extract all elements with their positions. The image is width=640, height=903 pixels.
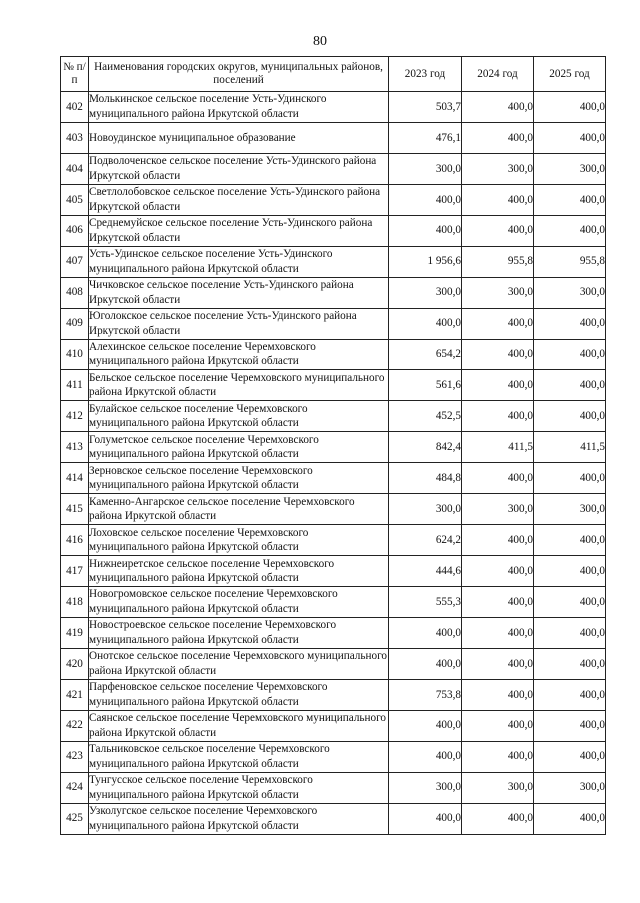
value-2023: 400,0 (389, 648, 462, 679)
value-2025: 400,0 (534, 587, 606, 618)
value-2024: 400,0 (462, 803, 534, 834)
table-row (61, 587, 606, 618)
row-name: Бельское сельское поселение Черемховского муниципального района Иркутской области (89, 370, 389, 401)
value-2023: 300,0 (389, 153, 462, 184)
table-row (61, 617, 606, 648)
row-number: 414 (61, 463, 89, 494)
value-2025: 400,0 (534, 308, 606, 339)
table-row (61, 648, 606, 679)
row-name: Парфеновское сельское поселение Черемховского муниципального района Иркутской области (89, 679, 389, 710)
value-2024: 400,0 (462, 741, 534, 772)
row-number: 403 (61, 122, 89, 153)
table-row (61, 803, 606, 834)
table-row (61, 246, 606, 277)
table-row (61, 153, 606, 184)
row-number: 413 (61, 432, 89, 463)
value-2025: 955,8 (534, 246, 606, 277)
value-2025: 400,0 (534, 215, 606, 246)
value-2024: 400,0 (462, 679, 534, 710)
value-2024: 300,0 (462, 494, 534, 525)
value-2024: 955,8 (462, 246, 534, 277)
row-number: 425 (61, 803, 89, 834)
row-number: 409 (61, 308, 89, 339)
row-name: Онотское сельское поселение Черемховского муниципального района Иркутской области (89, 648, 389, 679)
value-2024: 400,0 (462, 370, 534, 401)
value-2025: 400,0 (534, 401, 606, 432)
value-2025: 400,0 (534, 556, 606, 587)
row-number: 406 (61, 215, 89, 246)
value-2025: 400,0 (534, 679, 606, 710)
value-2023: 300,0 (389, 494, 462, 525)
value-2023: 555,3 (389, 587, 462, 618)
header-year-2023: 2023 год (389, 57, 462, 92)
value-2024: 400,0 (462, 463, 534, 494)
row-name: Новогромовское сельское поселение Черемховского муниципального района Иркутской области (89, 587, 389, 618)
value-2024: 400,0 (462, 401, 534, 432)
value-2024: 400,0 (462, 648, 534, 679)
value-2024: 400,0 (462, 556, 534, 587)
row-number: 407 (61, 246, 89, 277)
value-2025: 300,0 (534, 153, 606, 184)
table-row (61, 432, 606, 463)
value-2024: 400,0 (462, 92, 534, 123)
value-2023: 400,0 (389, 803, 462, 834)
value-2023: 444,6 (389, 556, 462, 587)
value-2023: 842,4 (389, 432, 462, 463)
value-2025: 400,0 (534, 463, 606, 494)
table-row (61, 184, 606, 215)
value-2023: 753,8 (389, 679, 462, 710)
value-2024: 400,0 (462, 308, 534, 339)
row-name: Булайское сельское поселение Черемховского муниципального района Иркутской области (89, 401, 389, 432)
row-name: Усть-Удинское сельское поселение Усть-Удинского муниципального района Иркутской области (89, 246, 389, 277)
value-2025: 411,5 (534, 432, 606, 463)
row-number: 418 (61, 587, 89, 618)
table-row (61, 741, 606, 772)
header-num: № п/п (61, 57, 89, 92)
row-number: 412 (61, 401, 89, 432)
table-row (61, 494, 606, 525)
value-2023: 503,7 (389, 92, 462, 123)
value-2024: 300,0 (462, 772, 534, 803)
row-number: 419 (61, 617, 89, 648)
value-2024: 400,0 (462, 184, 534, 215)
table-row (61, 679, 606, 710)
value-2023: 400,0 (389, 617, 462, 648)
value-2025: 400,0 (534, 710, 606, 741)
value-2024: 400,0 (462, 710, 534, 741)
value-2023: 400,0 (389, 741, 462, 772)
header-row (61, 57, 606, 92)
value-2024: 300,0 (462, 277, 534, 308)
row-name: Подволоченское сельское поселение Усть-Удинского района Иркутской области (89, 153, 389, 184)
row-number: 404 (61, 153, 89, 184)
row-number: 410 (61, 339, 89, 370)
value-2024: 400,0 (462, 587, 534, 618)
row-number: 423 (61, 741, 89, 772)
table-row (61, 463, 606, 494)
row-number: 405 (61, 184, 89, 215)
row-number: 421 (61, 679, 89, 710)
value-2023: 452,5 (389, 401, 462, 432)
row-name: Среднемуйское сельское поселение Усть-Удинского района Иркутской области (89, 215, 389, 246)
value-2025: 300,0 (534, 494, 606, 525)
value-2023: 300,0 (389, 277, 462, 308)
value-2024: 300,0 (462, 153, 534, 184)
row-name: Саянское сельское поселение Черемховского муниципального района Иркутской области (89, 710, 389, 741)
row-name: Светлолобовское сельское поселение Усть-Удинского района Иркутской области (89, 184, 389, 215)
table-row (61, 525, 606, 556)
row-number: 408 (61, 277, 89, 308)
value-2023: 300,0 (389, 772, 462, 803)
table-row (61, 401, 606, 432)
table-row (61, 772, 606, 803)
row-number: 422 (61, 710, 89, 741)
header-year-2024: 2024 год (462, 57, 534, 92)
row-name: Нижнеиретское сельское поселение Черемховского муниципального района Иркутской области (89, 556, 389, 587)
table-row (61, 215, 606, 246)
row-number: 417 (61, 556, 89, 587)
table-row (61, 122, 606, 153)
value-2024: 400,0 (462, 215, 534, 246)
row-name: Юголокское сельское поселение Усть-Удинского района Иркутской области (89, 308, 389, 339)
row-name: Тунгусское сельское поселение Черемховского муниципального района Иркутской области (89, 772, 389, 803)
value-2025: 400,0 (534, 370, 606, 401)
table-row (61, 556, 606, 587)
row-name: Молькинское сельское поселение Усть-Удинского муниципального района Иркутской области (89, 92, 389, 123)
value-2025: 300,0 (534, 772, 606, 803)
value-2024: 400,0 (462, 525, 534, 556)
value-2025: 400,0 (534, 525, 606, 556)
row-name: Алехинское сельское поселение Черемховского муниципального района Иркутской области (89, 339, 389, 370)
row-name: Голуметское сельское поселение Черемховского муниципального района Иркутской области (89, 432, 389, 463)
row-number: 416 (61, 525, 89, 556)
table-row (61, 308, 606, 339)
row-name: Новоудинское муниципальное образование (89, 122, 389, 153)
row-number: 420 (61, 648, 89, 679)
value-2023: 624,2 (389, 525, 462, 556)
row-number: 411 (61, 370, 89, 401)
table-row (61, 92, 606, 123)
value-2023: 1 956,6 (389, 246, 462, 277)
value-2024: 400,0 (462, 617, 534, 648)
value-2023: 484,8 (389, 463, 462, 494)
value-2025: 400,0 (534, 648, 606, 679)
value-2023: 561,6 (389, 370, 462, 401)
row-number: 415 (61, 494, 89, 525)
value-2024: 411,5 (462, 432, 534, 463)
row-name: Чичковское сельское поселение Усть-Удинского района Иркутской области (89, 277, 389, 308)
value-2023: 400,0 (389, 184, 462, 215)
value-2025: 400,0 (534, 803, 606, 834)
table-row (61, 277, 606, 308)
value-2023: 476,1 (389, 122, 462, 153)
value-2025: 400,0 (534, 122, 606, 153)
value-2025: 400,0 (534, 617, 606, 648)
table-row (61, 339, 606, 370)
value-2025: 400,0 (534, 92, 606, 123)
row-name: Узколугское сельское поселение Черемховского муниципального района Иркутской области (89, 803, 389, 834)
row-name: Зерновское сельское поселение Черемховского муниципального района Иркутской области (89, 463, 389, 494)
row-name: Каменно-Ангарское сельское поселение Черемховского района Иркутской области (89, 494, 389, 525)
table-header (61, 57, 606, 92)
row-number: 424 (61, 772, 89, 803)
header-name: Наименования городских округов, муниципальных районов, поселений (89, 57, 389, 92)
value-2024: 400,0 (462, 122, 534, 153)
value-2025: 400,0 (534, 184, 606, 215)
header-year-2025: 2025 год (534, 57, 606, 92)
value-2024: 400,0 (462, 339, 534, 370)
table-body (61, 92, 606, 835)
value-2025: 300,0 (534, 277, 606, 308)
value-2025: 400,0 (534, 741, 606, 772)
table-row (61, 370, 606, 401)
budget-table (60, 56, 606, 835)
row-name: Тальниковское сельское поселение Черемховского муниципального района Иркутской области (89, 741, 389, 772)
row-number: 402 (61, 92, 89, 123)
value-2025: 400,0 (534, 339, 606, 370)
value-2023: 654,2 (389, 339, 462, 370)
row-name: Новостроевское сельское поселение Черемховского муниципального района Иркутской области (89, 617, 389, 648)
table-row (61, 710, 606, 741)
page-number: 80 (313, 34, 327, 49)
value-2023: 400,0 (389, 308, 462, 339)
value-2023: 400,0 (389, 215, 462, 246)
row-name: Лоховское сельское поселение Черемховского муниципального района Иркутской области (89, 525, 389, 556)
value-2023: 400,0 (389, 710, 462, 741)
